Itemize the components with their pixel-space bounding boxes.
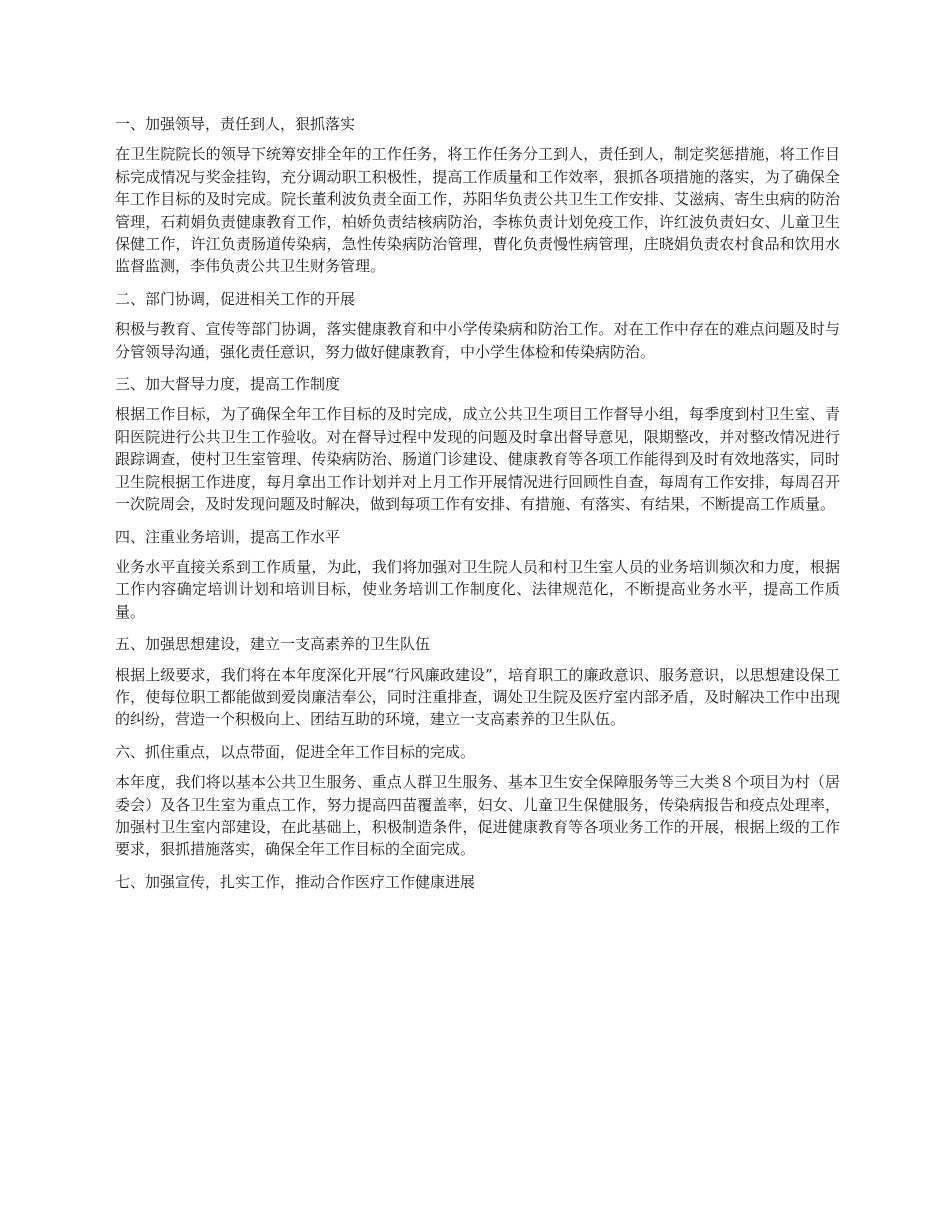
section-paragraph-4: 业务水平直接关系到工作质量，为此，我们将加强对卫生院人员和村卫生室人员的业务培训频次和力度，根据工作内容确定培训计划和培训目标，使业务培训工作制度化、法律规范化，不断提高业务水平，提高工作质量。 [115, 557, 840, 621]
section-heading-5: 五、加强思想建设，建立一支高素养的卫生队伍 [115, 635, 431, 654]
section-heading-4: 四、注重业务培训，提高工作水平 [115, 527, 341, 546]
section-paragraph-6: 本年度，我们将以基本公共卫生服务、重点人群卫生服务、基本卫生安全保障服务等三大类８个项目为村（居委会）及各卫生室为重点工作，努力提高四苗覆盖率，妇女、儿童卫生保健服务，传染病报告和疫点处理率，加强村卫生室内部建设，在此基础上，积极制造条件，促进健康教育等各项业务工作的开展，根据上级的工作要求，狠抓措施落实，确保全年工作目标的全面完成。 [115, 773, 840, 859]
section-heading-1: 一、加强领导，责任到人，狠抓落实 [115, 115, 356, 133]
section-heading-7: 七、加强宣传，扎实工作，推动合作医疗工作健康进展 [115, 872, 476, 891]
section-paragraph-2: 积极与教育、宣传等部门协调，落实健康教育和中小学传染病和防治工作。对在工作中存在的难点问题及时与分管领导沟通，强化责任意识，努力做好健康教育，中小学生体检和传染病防治。 [115, 320, 840, 361]
section-heading-2: 二、部门协调，促进相关工作的开展 [115, 289, 356, 308]
section-paragraph-1: 在卫生院院长的领导下统筹安排全年的工作任务，将工作任务分工到人，责任到人，制定奖惩措施，将工作目标完成情况与奖金挂钩，充分调动职工积极性，提高工作质量和工作效率，狠抓各项措施的落实，为了确保全年工作目标的及时完成。院长董利波负责全面工作，苏阳华负责公共卫生工作安排、艾滋病、寄生虫病的防治管理，石莉娟负责健康教育工作，柏娇负责结核病防治，李栋负责计划免疫工作，许红波负责妇女、儿童卫生保健工作，许江负责肠道传染病，急性传染病防治管理，曹化负责慢性病管理，庄晓娟负责农村食品和饮用水监督监测，李伟负责公共卫生财务管理。 [115, 145, 840, 276]
section-paragraph-5: 根据上级要求，我们将在本年度深化开展“行风廉政建设”，培育职工的廉政意识、服务意识，以思想建设保工作，使每位职工都能做到爱岗廉洁奉公，同时注重排查，调处卫生院及医疗室内部矛盾，及时解决工作中出现的纠纷，营造一个积极向上、团结互助的环境，建立一支高素养的卫生队伍。 [115, 665, 840, 729]
document-body [115, 113, 840, 901]
section-heading-3: 三、加大督导力度，提高工作制度 [115, 375, 341, 394]
section-heading-6: 六、抓住重点，以点带面，促进全年工作目标的完成。 [115, 742, 476, 761]
section-paragraph-3: 根据工作目标，为了确保全年工作目标的及时完成，成立公共卫生项目工作督导小组，每季度到村卫生室、青阳医院进行公共卫生工作验收。对在督导过程中发现的问题及时拿出督导意见，限期整改，并对整改情况进行跟踪调查，使村卫生室管理、传染病防治、肠道门诊建设、健康教育等各项工作能得到及时有效地落实，同时卫生院根据工作进度，每月拿出工作计划并对上月工作开展情况进行回顾性自查，每周有工作安排，每周召开一次院周会，及时发现问题及时解决，做到每项工作有安排、有措施、有落实、有结果，不断提高工作质量。 [115, 405, 840, 514]
